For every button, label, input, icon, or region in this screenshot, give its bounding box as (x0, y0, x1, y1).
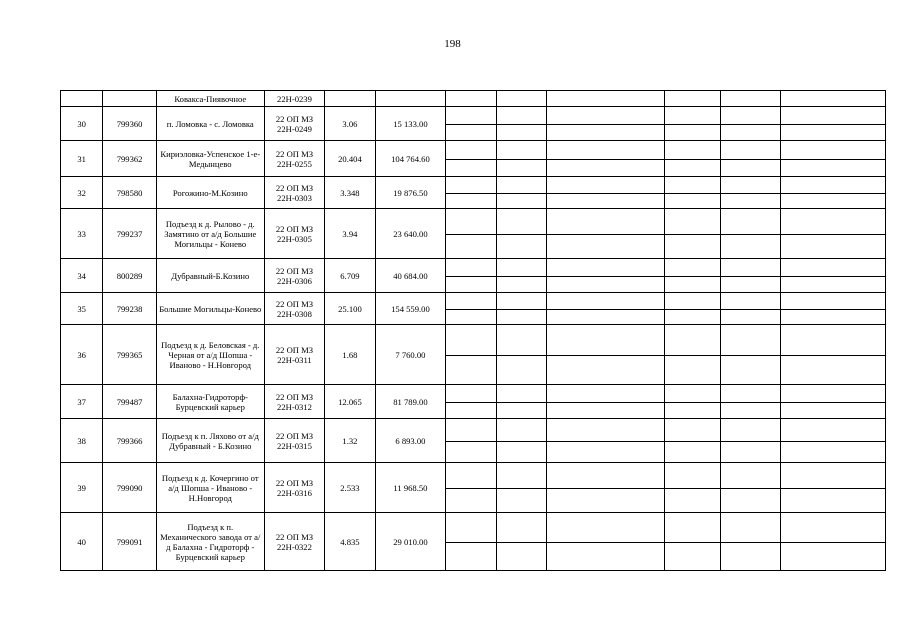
cell-empty (665, 91, 720, 107)
cell-empty (781, 419, 886, 463)
cell-cost (375, 513, 446, 571)
cell-name: Подъезд к д. Беловская - д. Черная от а/д Шопша - Иваново - Н.Новгород (156, 325, 264, 385)
cell-name: Подъезд к п. Ляхово от а/д Дубравный - Б.Козино (156, 419, 264, 463)
cell-empty (665, 259, 720, 293)
cell-divider (721, 488, 781, 489)
cell-divider (665, 234, 719, 235)
cell-code-line1: 22 ОП МЗ (275, 531, 314, 542)
cell-empty (496, 177, 546, 209)
cell-id: 798580 (103, 177, 156, 209)
cell-cost (375, 463, 446, 513)
cell-length: 1.32 (325, 419, 375, 463)
cell-empty (720, 385, 781, 419)
cell-divider (781, 159, 885, 160)
cost-value: 11 968.50 (393, 482, 428, 493)
cell-name: п. Ломовка - с. Ломовка (156, 107, 264, 141)
cell-divider (721, 193, 781, 194)
cost-value: 104 764.60 (391, 153, 430, 164)
cell-cost (375, 293, 446, 325)
cell-code-line1: 22 ОП МЗ (275, 148, 314, 159)
cell-number: 37 (61, 385, 103, 419)
cell-divider (497, 488, 546, 489)
cell-empty (665, 209, 720, 259)
cell-empty (446, 141, 496, 177)
cell-empty (547, 141, 665, 177)
continuation-row (61, 91, 886, 107)
cell-code-line2: 22Н-0316 (277, 487, 312, 498)
cell-code (264, 107, 325, 141)
cell-code-line2: 22Н-0315 (277, 440, 312, 451)
cell-empty (547, 513, 665, 571)
cell-code (264, 463, 325, 513)
cell-number: 40 (61, 513, 103, 571)
cell-code (264, 141, 325, 177)
cell-code-line2: 22Н-0303 (277, 192, 312, 203)
cell-code-line2: 22Н-0305 (277, 233, 312, 244)
cell-divider (497, 355, 546, 356)
cell-id: 799487 (103, 385, 156, 419)
cell-id: 799091 (103, 513, 156, 571)
cell-empty (446, 209, 496, 259)
cell-empty (446, 463, 496, 513)
cell-length (325, 91, 375, 107)
table-row (61, 259, 886, 293)
cell-length: 1.68 (325, 325, 375, 385)
cell-cost (375, 141, 446, 177)
cell-divider (547, 542, 664, 543)
cell-divider (547, 355, 664, 356)
cell-code-line1: 22 ОП МЗ (275, 265, 314, 276)
table-row (61, 209, 886, 259)
cell-empty (547, 325, 665, 385)
cell-name: Балахна-Гидроторф-Бурцевский карьер (156, 385, 264, 419)
cell-divider (446, 441, 495, 442)
cell-divider (446, 234, 495, 235)
cell-divider (446, 488, 495, 489)
cell-divider (721, 542, 781, 543)
cell-name: Коваксa-Пиявочное (156, 91, 264, 107)
cell-empty (720, 209, 781, 259)
cell-code-line1: 22 ОП МЗ (275, 430, 314, 441)
cell-divider (547, 402, 664, 403)
cell-divider (547, 124, 664, 125)
cell-divider (547, 234, 664, 235)
cell-empty (547, 385, 665, 419)
cell-number: 38 (61, 419, 103, 463)
cell-empty (781, 177, 886, 209)
cell-empty (720, 141, 781, 177)
cell-empty (496, 293, 546, 325)
cell-empty (665, 325, 720, 385)
cell-divider (547, 309, 664, 310)
cell-length: 2.533 (325, 463, 375, 513)
cell-code (264, 419, 325, 463)
cell-length: 3.348 (325, 177, 375, 209)
cell-divider (446, 402, 495, 403)
cell-empty (665, 463, 720, 513)
cell-cost (375, 419, 446, 463)
cell-empty (665, 177, 720, 209)
cell-id (103, 91, 156, 107)
cost-value: 81 789.00 (393, 396, 428, 407)
cell-id: 799238 (103, 293, 156, 325)
cell-length: 25.100 (325, 293, 375, 325)
cost-value: 23 640.00 (393, 228, 428, 239)
cell-id: 799237 (103, 209, 156, 259)
cell-code-line2: 22Н-0322 (277, 541, 312, 552)
cell-number (61, 91, 103, 107)
cell-divider (781, 276, 885, 277)
road-register-table (60, 90, 886, 571)
cell-code: 22Н-0239 (264, 91, 325, 107)
cell-divider (665, 124, 719, 125)
cell-empty (720, 463, 781, 513)
cell-code-line2: 22Н-0312 (277, 401, 312, 412)
cell-divider (446, 542, 495, 543)
cell-empty (496, 419, 546, 463)
cell-code-line1: 22 ОП МЗ (275, 223, 314, 234)
cell-empty (446, 419, 496, 463)
table-row (61, 385, 886, 419)
cell-divider (497, 441, 546, 442)
cell-empty (496, 463, 546, 513)
cell-divider (721, 234, 781, 235)
cell-code (264, 177, 325, 209)
cost-value: 154 559.00 (391, 303, 430, 314)
cell-name: Рогожино-М.Козино (156, 177, 264, 209)
cell-divider (721, 441, 781, 442)
cell-empty (547, 209, 665, 259)
cell-divider (721, 276, 781, 277)
cell-length: 4.835 (325, 513, 375, 571)
cell-code (264, 513, 325, 571)
cell-empty (496, 141, 546, 177)
cell-empty (496, 209, 546, 259)
cell-empty (781, 107, 886, 141)
cell-divider (721, 355, 781, 356)
cell-name: Подъезд к д. Рылово - д. Замятино от а/д Большие Могильцы - Конево (156, 209, 264, 259)
cell-empty (446, 177, 496, 209)
cell-divider (547, 488, 664, 489)
cell-divider (665, 542, 719, 543)
cell-divider (446, 309, 495, 310)
cell-divider (497, 276, 546, 277)
cell-empty (496, 259, 546, 293)
cell-empty (547, 419, 665, 463)
cell-empty (781, 293, 886, 325)
cell-divider (497, 124, 546, 125)
cell-divider (721, 402, 781, 403)
cell-cost (375, 177, 446, 209)
cell-length: 12.065 (325, 385, 375, 419)
cell-empty (720, 325, 781, 385)
cell-divider (665, 488, 719, 489)
cell-code (264, 385, 325, 419)
cell-divider (781, 124, 885, 125)
cell-divider (547, 193, 664, 194)
cell-code (264, 209, 325, 259)
cell-number: 32 (61, 177, 103, 209)
cell-id: 799090 (103, 463, 156, 513)
cell-divider (781, 309, 885, 310)
cell-cost (375, 91, 446, 107)
cell-empty (781, 259, 886, 293)
cell-divider (547, 276, 664, 277)
cell-divider (497, 542, 546, 543)
cell-divider (497, 309, 546, 310)
cell-empty (496, 385, 546, 419)
cell-empty (496, 91, 546, 107)
cell-empty (665, 513, 720, 571)
cell-number: 30 (61, 107, 103, 141)
cell-divider (446, 355, 495, 356)
cell-empty (781, 463, 886, 513)
cell-empty (720, 259, 781, 293)
cell-code-line2: 22Н-0306 (277, 275, 312, 286)
cell-empty (547, 463, 665, 513)
cell-number: 39 (61, 463, 103, 513)
cell-number: 33 (61, 209, 103, 259)
cell-code-line1: 22 ОП МЗ (275, 113, 314, 124)
cell-name: Дубравный-Б.Козино (156, 259, 264, 293)
cell-divider (446, 193, 495, 194)
cell-code-line1: 22 ОП МЗ (275, 298, 314, 309)
cell-empty (446, 107, 496, 141)
cell-empty (496, 513, 546, 571)
cell-divider (781, 355, 885, 356)
cell-empty (720, 419, 781, 463)
cell-empty (446, 325, 496, 385)
cell-cost (375, 385, 446, 419)
cell-divider (497, 402, 546, 403)
cell-name: Кириэловка-Успенское 1-е-Медынцево (156, 141, 264, 177)
table-row (61, 463, 886, 513)
cell-empty (547, 107, 665, 141)
cell-number: 34 (61, 259, 103, 293)
table-row (61, 141, 886, 177)
cell-divider (446, 276, 495, 277)
cell-empty (781, 513, 886, 571)
cell-number: 36 (61, 325, 103, 385)
cell-cost (375, 107, 446, 141)
table-row (61, 419, 886, 463)
cell-divider (665, 355, 719, 356)
cell-divider (497, 159, 546, 160)
cell-empty (446, 91, 496, 107)
table-row (61, 325, 886, 385)
cell-name: Подъезд к п. Механического завода от а/д Балахна - Гидроторф - Бурцевский карьер (156, 513, 264, 571)
cell-empty (665, 141, 720, 177)
cell-divider (665, 402, 719, 403)
cell-code-line2: 22Н-0249 (277, 123, 312, 134)
cell-code-line1: 22 ОП МЗ (275, 477, 314, 488)
cell-code (264, 325, 325, 385)
cell-empty (446, 385, 496, 419)
cell-empty (547, 177, 665, 209)
cell-code-line1: 22 ОП МЗ (275, 391, 314, 402)
cell-cost (375, 325, 446, 385)
cell-length: 20.404 (325, 141, 375, 177)
cell-divider (781, 402, 885, 403)
table-row (61, 107, 886, 141)
cost-value: 6 893.00 (395, 435, 426, 446)
cell-empty (446, 293, 496, 325)
cell-empty (446, 259, 496, 293)
cost-value: 7 760.00 (395, 349, 426, 360)
cell-length: 3.94 (325, 209, 375, 259)
cell-empty (781, 385, 886, 419)
cell-divider (781, 193, 885, 194)
cell-divider (665, 441, 719, 442)
table-row (61, 293, 886, 325)
cell-divider (781, 441, 885, 442)
cell-divider (547, 159, 664, 160)
cell-empty (665, 385, 720, 419)
cell-empty (665, 107, 720, 141)
cell-code-line1: 22 ОП МЗ (275, 344, 314, 355)
page-number: 198 (444, 38, 461, 50)
cell-id: 799362 (103, 141, 156, 177)
cell-empty (720, 177, 781, 209)
cell-code (264, 293, 325, 325)
cell-empty (547, 91, 665, 107)
cell-empty (547, 259, 665, 293)
cell-cost (375, 259, 446, 293)
cell-code-line1: 22 ОП МЗ (275, 182, 314, 193)
cell-divider (446, 124, 495, 125)
cell-number: 35 (61, 293, 103, 325)
cell-empty (496, 107, 546, 141)
cell-divider (781, 488, 885, 489)
cell-empty (781, 141, 886, 177)
cell-length: 3.06 (325, 107, 375, 141)
cell-divider (497, 193, 546, 194)
cell-name: Подъезд к д. Кочергино от а/д Шопша - Иваново - Н.Новгород (156, 463, 264, 513)
cell-id: 799366 (103, 419, 156, 463)
cell-divider (721, 124, 781, 125)
cell-divider (497, 234, 546, 235)
cell-id: 800289 (103, 259, 156, 293)
cell-empty (720, 513, 781, 571)
cell-code-line2: 22Н-0311 (277, 354, 312, 365)
cell-empty (781, 325, 886, 385)
cost-value: 19 876.50 (393, 187, 428, 198)
cost-value: 15 133.00 (393, 118, 428, 129)
cell-divider (721, 159, 781, 160)
cell-empty (720, 91, 781, 107)
cell-divider (665, 159, 719, 160)
cell-code (264, 259, 325, 293)
cell-divider (547, 441, 664, 442)
cell-divider (665, 193, 719, 194)
cell-divider (446, 159, 495, 160)
cell-divider (665, 276, 719, 277)
table-row (61, 513, 886, 571)
cell-id: 799365 (103, 325, 156, 385)
cell-empty (781, 209, 886, 259)
cell-number: 31 (61, 141, 103, 177)
cell-empty (547, 293, 665, 325)
table-row (61, 177, 886, 209)
cell-cost (375, 209, 446, 259)
cell-id: 799360 (103, 107, 156, 141)
cell-divider (781, 234, 885, 235)
cost-value: 40 684.00 (393, 270, 428, 281)
cell-code-line2: 22Н-0255 (277, 158, 312, 169)
cell-empty (446, 513, 496, 571)
cell-code-line2: 22Н-0308 (277, 308, 312, 319)
cell-divider (665, 309, 719, 310)
cell-length: 6.709 (325, 259, 375, 293)
cell-empty (496, 325, 546, 385)
cell-divider (721, 309, 781, 310)
cost-value: 29 010.00 (393, 536, 428, 547)
cell-divider (781, 542, 885, 543)
cell-name: Большие Могильцы-Конево (156, 293, 264, 325)
cell-empty (720, 107, 781, 141)
cell-empty (781, 91, 886, 107)
cell-empty (665, 419, 720, 463)
cell-empty (665, 293, 720, 325)
cell-empty (720, 293, 781, 325)
